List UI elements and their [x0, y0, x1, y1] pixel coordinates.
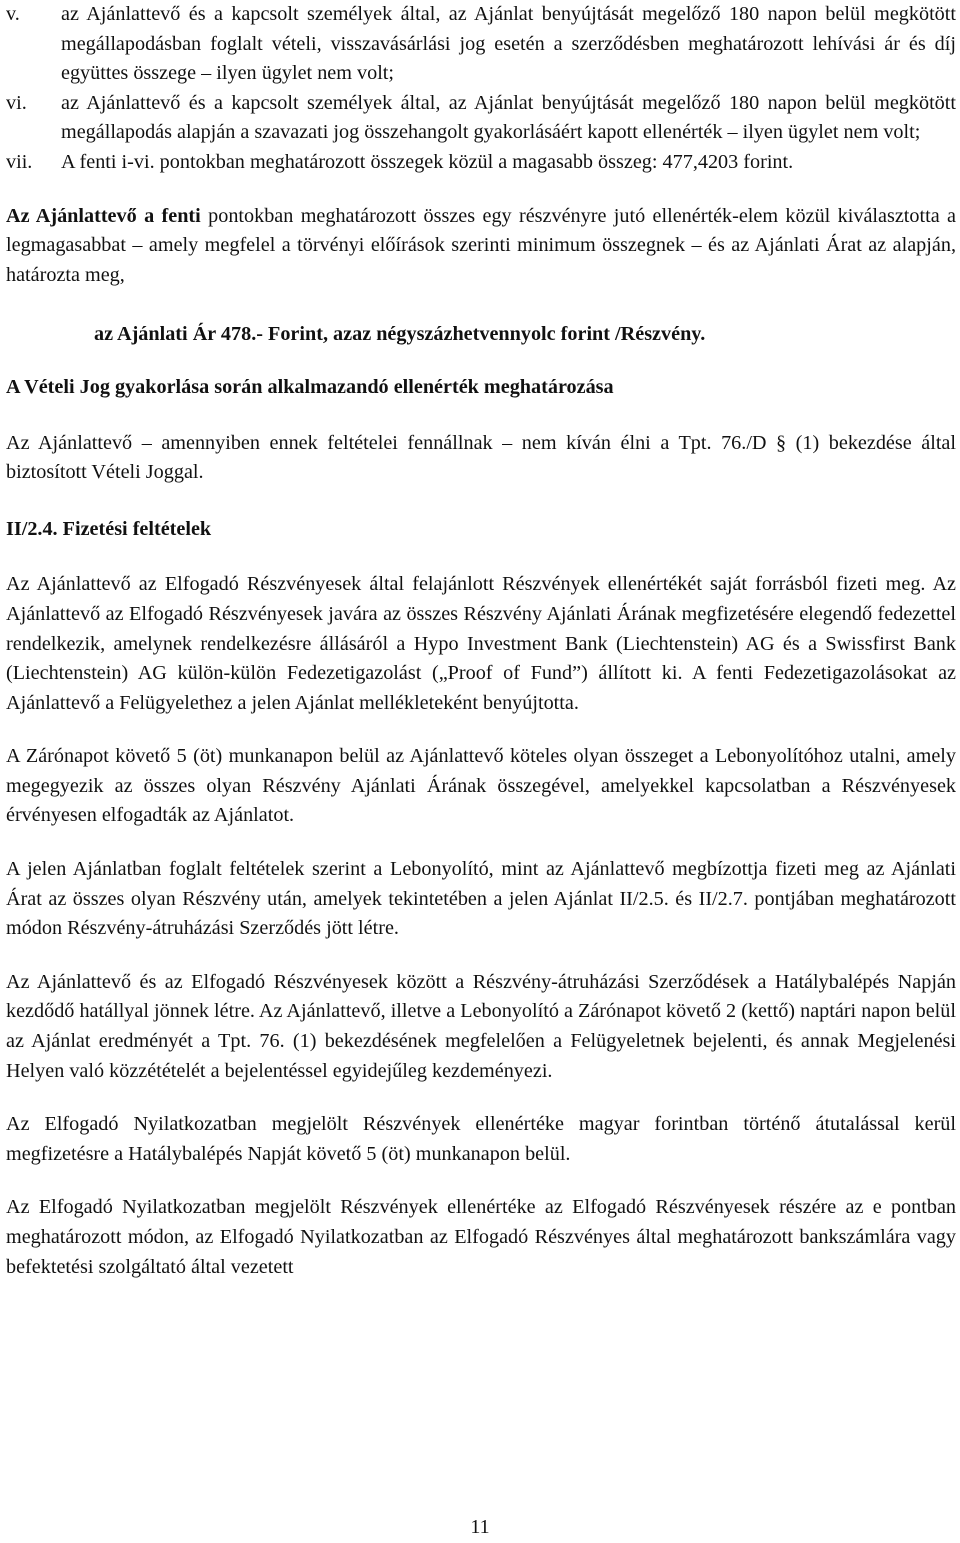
list-marker: v.: [6, 3, 20, 25]
paragraph-forint-transfer: Az Elfogadó Nyilatkozatban megjelölt Részvények ellenértéke magyar forintban történő átutalással kerül megfizetésre a Hatálybalépés Napját követő 5 (öt) munkanapon belül.: [6, 1113, 956, 1165]
paragraph-funding: Az Ajánlattevő az Elfogadó Részvényesek által felajánlott Részvények ellenértékét saját forrásból fizeti meg. Az Ajánlattevő az Elfogadó Részvényesek javára az összes Részvény Ajánlati Árának megfizetésére elegendő fedezettel rendelkezik, amelynek rendelkezésre állásáról a Hypo Investment Bank (Liechtenstein) AG és a Swissfirst Bank (Liechtenstein) AG külön-külön Fedezetigazolást („Proof of Fund”) állított ki. A fenti Fedezetigazolásokat az Ajánlattevő a Felügyelethez a jelen Ajánlat mellékleteként benyújtotta.: [6, 573, 956, 714]
list-text: az Ajánlattevő és a kapcsolt személyek által, az Ajánlat benyújtását megelőző 180 napon belül megkötött megállapodás alapján a szavazati jog összehangolt gyakorlásáért kapott ellenérték – ilyen ügylet nem volt;: [61, 91, 956, 144]
paragraph-payment-by-manager: A jelen Ajánlatban foglalt feltételek szerint a Lebonyolító, mint az Ajánlattevő megbízottja fizeti meg az Ajánlati Árat az összes olyan Részvény után, amelyek tekintetében a jelen Ajánlat II/2.5. és II/2.7. pontjában meghatározott módon Részvény-átruházási Szerződés jött létre.: [6, 858, 956, 940]
paragraph-transfer-to-manager: A Zárónapot követő 5 (öt) munkanapon belül az Ajánlattevő köteles olyan összeget a Lebonyolítóhoz utalni, amely megegyezik az összes olyan Részvény Ajánlati Árának összegével, amelyekkel kapcsolatban a Részvényesek érvényesen elfogadták az Ajánlatot.: [6, 745, 956, 827]
paragraph-bank-account: Az Elfogadó Nyilatkozatban megjelölt Részvények ellenértéke az Elfogadó Részvényesek részére az e pontban meghatározott módon, az Elfogadó Nyilatkozatban az Elfogadó Részvényes által meghatározott bankszámlára vagy befektetési szolgáltató által vezetett: [6, 1196, 956, 1278]
list-item-vii: [6, 148, 956, 178]
list-item-vi: [6, 89, 956, 148]
price-paragraph-bold-lead: Az Ajánlattevő a fenti: [6, 204, 201, 227]
section-heading-payment-terms: II/2.4. Fizetési feltételek: [6, 517, 212, 540]
document-page: [6, 0, 956, 1282]
price-statement: az Ajánlati Ár 478.- Forint, azaz négyszázhetvennyolc forint /Részvény.: [94, 323, 706, 346]
list-text: A fenti i-vi. pontokban meghatározott összegek közül a magasabb összeg: 477,4203 forint.: [61, 150, 794, 173]
list-text: az Ajánlattevő és a kapcsolt személyek által, az Ajánlat benyújtását megelőző 180 napon belül megkötött megállapodásban foglalt vételi, visszavásárlási jog esetén a szerződésben meghatározott lehívási ár és díj együttes összege – ilyen ügylet nem volt;: [61, 3, 956, 85]
call-option-paragraph: Az Ajánlattevő – amennyiben ennek feltételei fennállnak – nem kíván élni a Tpt. 76./D § (1) bekezdése által biztosított Vételi Joggal.: [6, 431, 956, 484]
paragraph-contracts-effective: Az Ajánlattevő és az Elfogadó Részvényesek között a Részvény-átruházási Szerződések a Hatálybalépés Napján kezdődő hatállyal jönnek létre. Az Ajánlattevő, illetve a Lebonyolító a Zárónapot követő 2 (kettő) naptári napon belül az Ajánlat eredményét a Tpt. 76. (1) bekezdésének megfelelően a Felügyeletnek bejelenti, és annak Megjelenési Helyen való közzétételét a bejelentéssel egyidejűleg kezdeményezi.: [6, 970, 956, 1082]
price-determination-paragraph: [6, 202, 956, 291]
section-heading-call-option: A Vételi Jog gyakorlása során alkalmazandó ellenérték meghatározása: [6, 375, 614, 398]
page-number: 11: [470, 1516, 490, 1538]
price-paragraph-rest: pontokban meghatározott összes egy részvényre jutó ellenérték-elem közül kiválasztotta a legmagasabbat – amely megfelel a törvényi előírások szerinti minimum összegnek – és az Ajánlati Árat az alapján, határozta meg,: [6, 204, 956, 286]
list-item-v: [6, 0, 956, 89]
list-marker: vi.: [6, 91, 27, 114]
list-marker: vii.: [6, 150, 33, 173]
